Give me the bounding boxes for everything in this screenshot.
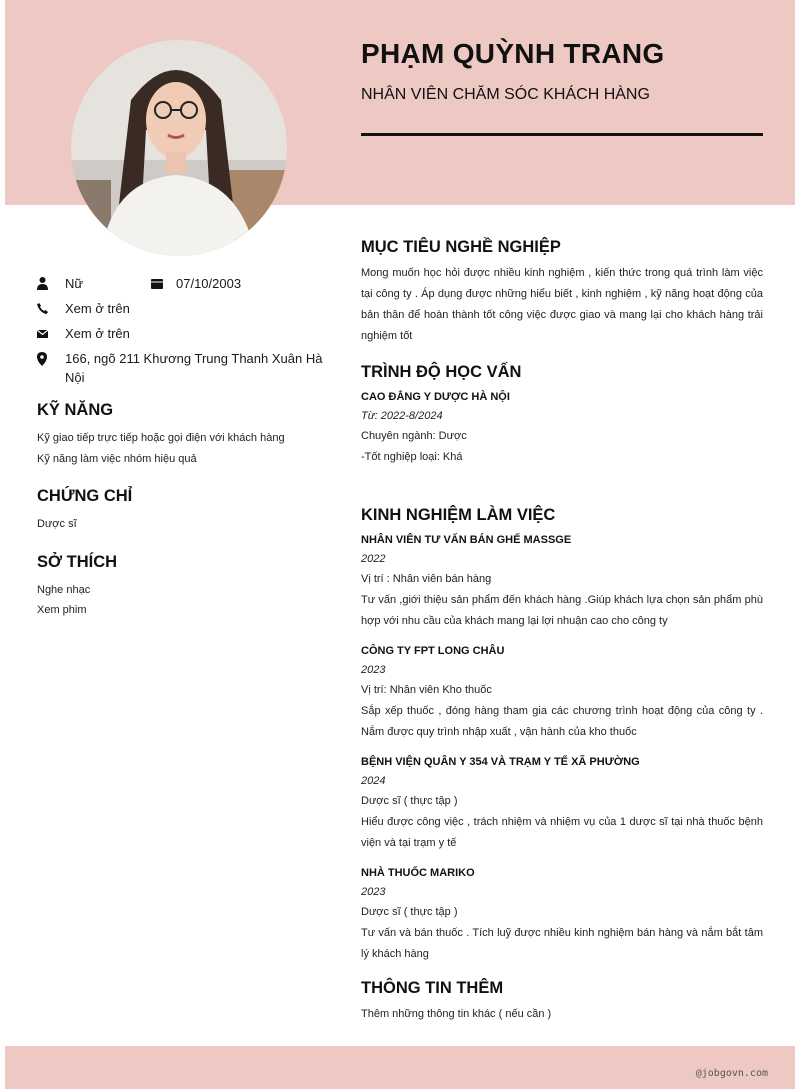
experience-org: BỆNH VIỆN QUÂN Y 354 VÀ TRẠM Y TẾ XÃ PHƯỜNG <box>361 756 640 768</box>
hobby-item: Nghe nhạc <box>37 583 91 596</box>
gender-birthdate-row <box>37 274 327 293</box>
address-row <box>37 349 327 387</box>
left-column <box>37 274 327 621</box>
candidate-title: NHÂN VIÊN CHĂM SÓC KHÁCH HÀNG <box>361 86 650 103</box>
experience-desc: Hiểu được công việc , trách nhiệm và nhiệm vụ của 1 dược sĩ tại nhà thuốc bệnh viện và tại trạm y tế <box>361 816 763 849</box>
experience-item <box>361 642 763 743</box>
certificates-heading: CHỨNG CHỈ <box>37 487 133 505</box>
skill-item: Kỹ giao tiếp trực tiếp hoặc gọi điện với khách hàng <box>37 432 285 444</box>
calendar-icon <box>151 274 176 293</box>
experience-year: 2023 <box>361 664 386 676</box>
footer-brand[interactable]: @jobgovn.com <box>695 1068 768 1079</box>
experience-position: Dược sĩ ( thực tập ) <box>361 906 458 918</box>
experience-item <box>361 753 763 854</box>
location-pin-icon <box>37 349 65 368</box>
experience-desc: Tư vấn và bán thuốc . Tích luỹ được nhiều kinh nghiệm bán hàng và nắm bắt tâm lý khách hàng <box>361 927 763 960</box>
education-major: Chuyên ngành: Dược <box>361 430 467 442</box>
hobbies-heading: SỞ THÍCH <box>37 552 118 571</box>
skill-item: Kỹ năng làm việc nhóm hiệu quả <box>37 452 197 465</box>
experience-year: 2022 <box>361 553 386 565</box>
experience-year: 2023 <box>361 886 386 898</box>
right-column <box>361 238 763 1025</box>
education-grade: -Tốt nghiệp loại: Khá <box>361 451 463 463</box>
phone-value: Xem ở trên <box>65 301 130 316</box>
experience-item <box>361 864 763 965</box>
experience-org: CÔNG TY FPT LONG CHÂU <box>361 645 505 657</box>
skills-heading: KỸ NĂNG <box>37 401 114 419</box>
title-divider <box>361 133 763 136</box>
objective-text: Mong muốn học hỏi được nhiều kinh nghiệm , kiến thức trong quá trình làm việc tại công ty . Áp dụng được những hiểu biết , kinh nghiệm , kỹ năng hoạt động của bản thân để hoàn thành tốt công việc được giao và mang lại cho khách hàng trải nghiệm tốt <box>361 267 763 342</box>
phone-row <box>37 299 327 318</box>
extra-heading: THÔNG TIN THÊM <box>361 979 504 997</box>
experience-heading: KINH NGHIỆM LÀM VIỆC <box>361 506 556 524</box>
experience-position: Vị trí: Nhân viên Kho thuốc <box>361 684 492 696</box>
profile-photo <box>71 40 287 256</box>
extra-text: Thêm những thông tin khác ( nếu cần ) <box>361 1008 552 1020</box>
experience-desc: Tư vấn ,giới thiệu sản phẩm đến khách hàng .Giúp khách lựa chọn sản phẩm phù hợp với nhu cầu của khách mang lại lợi nhuận cao cho công ty <box>361 594 763 627</box>
experience-position: Vị trí : Nhân viên bán hàng <box>361 573 492 585</box>
education-school: CAO ĐẲNG Y DƯỢC HÀ NỘI <box>361 391 510 403</box>
birthdate-value: 07/10/2003 <box>176 276 242 291</box>
education-period: Từ: 2022-8/2024 <box>361 410 443 422</box>
experience-item <box>361 531 763 632</box>
footer-band <box>5 1046 795 1089</box>
certificate-item: Dược sĩ <box>37 518 77 530</box>
candidate-name: PHẠM QUỲNH TRANG <box>361 38 665 69</box>
experience-org: NHÀ THUỐC MARIKO <box>361 867 475 879</box>
address-value: 166, ngõ 211 Khương Trung Thanh Xuân Hà Nội <box>65 351 323 385</box>
email-value: Xem ở trên <box>65 326 130 341</box>
experience-position: Dược sĩ ( thực tập ) <box>361 795 458 807</box>
experience-org: NHÂN VIÊN TƯ VẤN BÁN GHẾ MASSGE <box>361 534 572 546</box>
phone-icon <box>37 299 65 318</box>
skills-list <box>37 428 327 469</box>
objective-heading: MỤC TIÊU NGHỀ NGHIỆP <box>361 238 561 256</box>
mail-icon <box>37 324 65 343</box>
hobby-item: Xem phim <box>37 604 87 616</box>
person-icon <box>37 274 65 293</box>
email-row <box>37 324 327 343</box>
gender-value: Nữ <box>65 276 84 291</box>
experience-year: 2024 <box>361 775 386 787</box>
education-heading: TRÌNH ĐỘ HỌC VẤN <box>361 363 522 381</box>
experience-desc: Sắp xếp thuốc , đóng hàng tham gia các chương trình hoạt động của công ty . Nắm được quy trình nhập xuất , vận hành của kho thuốc <box>361 705 763 738</box>
